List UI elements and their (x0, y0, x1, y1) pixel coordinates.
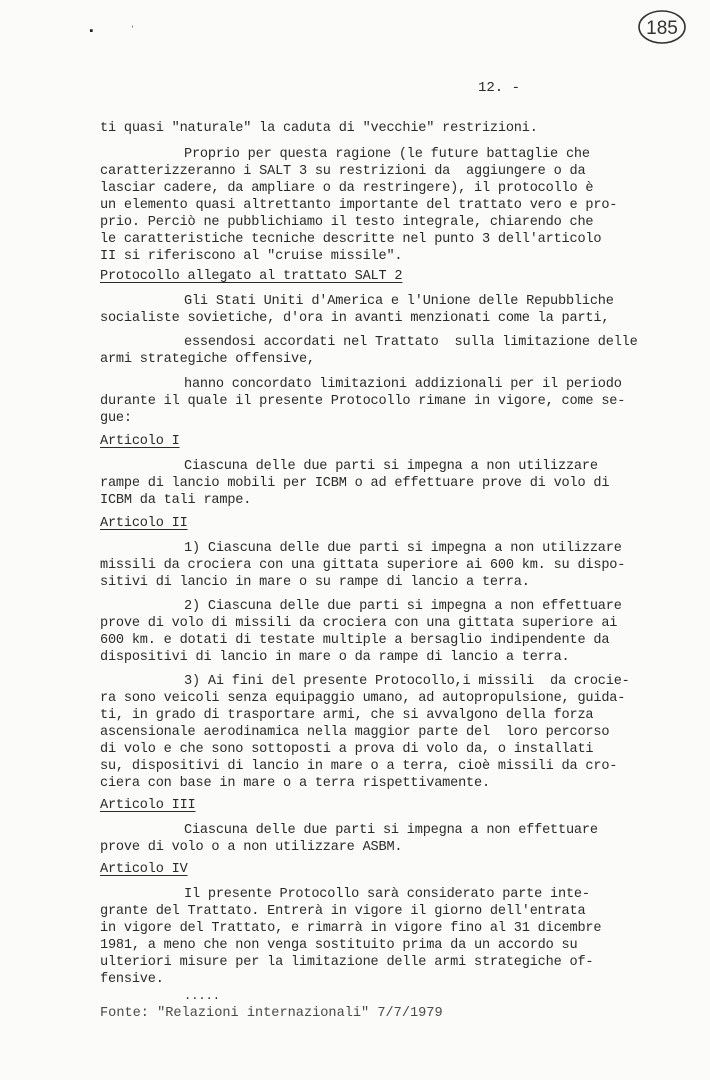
text-line: in vigore del Trattato, e rimarrà in vigore fino al 31 dicembre (100, 921, 602, 936)
text-line: prove di volo di missili da crociera con una gittata superiore ai (100, 616, 618, 631)
section-heading: Protocollo allegato al trattato SALT 2 (100, 269, 403, 284)
stamp-number: 185 (646, 18, 678, 39)
article-heading: Articolo I (100, 434, 180, 449)
text-line: caratterizzeranno i SALT 3 su restrizioni da aggiungere o da (100, 164, 586, 179)
text-line: 1981, a meno che non venga sostituito prima da un accordo su (100, 938, 578, 953)
text-line: ti quasi "naturale" la caduta di "vecchie" restrizioni. (100, 121, 538, 136)
text-line: ulteriori misure per la limitazione delle armi strategiche of- (100, 955, 594, 970)
text-line: II si riferiscono al "cruise missile". (100, 249, 403, 264)
stamp-circle-icon (636, 8, 688, 46)
page-number: 12. - (478, 80, 521, 96)
text-line: Il presente Protocollo sarà considerato parte inte- (184, 887, 590, 902)
text-line: ascensionale aerodinamica nella maggior parte del loro percorso (100, 725, 610, 740)
text-line: armi strategiche offensive, (100, 352, 315, 367)
text-line: ti, in grado di trasportare armi, che si avvalgono della forza (100, 708, 594, 723)
text-line: hanno concordato limitazioni addizionali per il periodo (184, 377, 622, 392)
text-line: Ciascuna delle due parti si impegna a non utilizzare (184, 459, 598, 474)
text-line: missili da crociera con una gittata superiore ai 600 km. su dispo- (100, 558, 626, 573)
text-line: gue: (100, 411, 132, 426)
text-line: 600 km. e dotati di testate multiple a bersaglio indipendente da (100, 633, 610, 648)
text-line: Proprio per questa ragione (le future battaglie che (184, 147, 590, 162)
text-line: prove di volo o a non utilizzare ASBM. (100, 840, 403, 855)
text-line: dispositivi di lancio in mare o da rampe di lancio a terra. (100, 650, 570, 665)
text-line: prio. Perciò ne pubblichiamo il testo integrale, chiarendo che (100, 215, 594, 230)
article-heading: Articolo IV (100, 862, 188, 877)
separator-dots: ..... (184, 989, 221, 1003)
text-line: ra sono veicoli senza equipaggio umano, ad autopropulsione, guida- (100, 691, 626, 706)
text-line: Ciascuna delle due parti si impegna a non effettuare (184, 823, 598, 838)
text-line: lasciar cadere, da ampliare o da restringere), il protocollo è (100, 181, 594, 196)
text-line: su, dispositivi di lancio in mare o a terra, cioè missili da cro- (100, 759, 618, 774)
source-citation: Fonte: "Relazioni internazionali" 7/7/1979 (100, 1006, 443, 1021)
text-line: sitivi di lancio in mare o su rampe di lancio a terra. (100, 575, 530, 590)
article-heading: Articolo II (100, 516, 188, 531)
text-line: 2) Ciascuna delle due parti si impegna a non effettuare (184, 599, 622, 614)
text-line: fensive. (100, 972, 164, 987)
text-line: Gli Stati Uniti d'America e l'Unione delle Repubbliche (184, 294, 614, 309)
archive-stamp (636, 8, 688, 46)
text-line: 3) Ai fini del presente Protocollo,i missili da crocie- (184, 674, 630, 689)
article-heading: Articolo III (100, 798, 196, 813)
text-line: durante il quale il presente Protocollo rimane in vigore, come se- (100, 394, 626, 409)
text-line: 1) Ciascuna delle due parti si impegna a non utilizzare (184, 541, 622, 556)
text-line: grante del Trattato. Entrerà in vigore il giorno dell'entrata (100, 904, 586, 919)
text-line: essendosi accordati nel Trattato sulla limitazione delle (184, 335, 638, 350)
text-line: un elemento quasi altrettanto importante del trattato vero e pro- (100, 198, 618, 213)
text-line: ICBM da tali rampe. (100, 493, 252, 508)
text-line: rampe di lancio mobili per ICBM o ad effettuare prove di volo di (100, 476, 610, 491)
scan-specks: ▪ ˈ (88, 26, 150, 38)
text-line: le caratteristiche tecniche descritte nel punto 3 dell'articolo (100, 232, 602, 247)
text-line: socialiste sovietiche, d'ora in avanti menzionati come la parti, (100, 311, 610, 326)
text-line: ciera con base in mare o a terra rispettivamente. (100, 776, 490, 791)
text-line: di volo e che sono sottoposti a prova di volo da, o installati (100, 742, 594, 757)
